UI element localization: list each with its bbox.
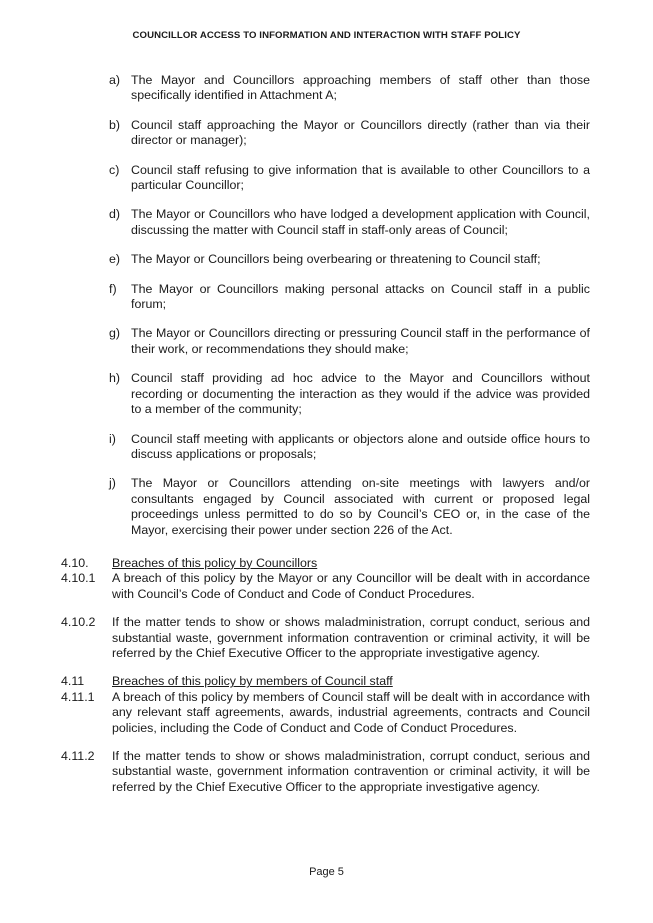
paragraph-text: A breach of this policy by members of Council staff will be dealt with in accordance with any relevant staff agreements, awards, industrial agreements, contracts and Council policies, including the Code of Conduct and Code of Conduct Procedures. xyxy=(112,689,590,735)
list-item-a xyxy=(109,73,590,104)
list-item-b xyxy=(109,117,590,149)
list-marker: g) xyxy=(109,326,121,341)
paragraph-text: If the matter tends to show or shows maladministration, corrupt conduct, serious and substantial waste, government information contravention or criminal activity, it will be referred by the Chief Executive Officer to the appropriate investigative agency. xyxy=(112,749,590,794)
page-header: COUNCILLOR ACCESS TO INFORMATION AND INTERACTION WITH STAFF POLICY xyxy=(132,30,521,41)
list-marker: b) xyxy=(109,117,121,132)
paragraph-number: 4.11.2 xyxy=(61,749,95,763)
list-item-d xyxy=(109,207,590,238)
list-item-text: The Mayor or Councillors who have lodged a development application with Council, discussing the matter with Council staff in staff-only areas of Council; xyxy=(131,207,590,237)
list-item-f xyxy=(109,281,590,313)
paragraph-text: If the matter tends to show or shows maladministration, corrupt conduct, serious and substantial waste, government information contravention or criminal activity, it will be referred by the Chief Executive Officer to the appropriate investigative agency. xyxy=(112,615,590,660)
list-item-h xyxy=(109,371,590,417)
list-marker: d) xyxy=(109,207,121,222)
list-item-text: Council staff refusing to give information that is available to other Councillors to a particular Councillor; xyxy=(131,162,590,193)
list-marker: h) xyxy=(109,371,121,386)
list-marker: j) xyxy=(109,476,116,491)
list-marker: f) xyxy=(109,281,117,296)
list-marker: c) xyxy=(109,162,120,177)
paragraph-4-10-1 xyxy=(61,571,590,602)
list-item-e xyxy=(109,252,590,267)
paragraph-number: 4.10.2 xyxy=(61,615,96,630)
paragraph-text: A breach of this policy by the Mayor or any Councillor will be dealt with in accordance with Council’s Code of Conduct and Code of Conduct Procedures. xyxy=(112,571,590,601)
section-heading-text: Breaches of this policy by Councillors xyxy=(112,555,318,570)
section-heading-4-10 xyxy=(61,555,590,571)
list-item-c xyxy=(109,162,590,194)
document-body xyxy=(0,73,653,795)
list-item-text: The Mayor or Councillors attending on-site meetings with lawyers and/or consultants engaged by Council associated with current or proposed legal proceedings unless permitted to do so by Council’s CEO or, in the case of the Mayor, exercising their power under section 226 of the Act. xyxy=(131,476,590,537)
list-marker: i) xyxy=(109,431,116,446)
list-marker: a) xyxy=(109,73,121,87)
list-item-text: Council staff meeting with applicants or objectors alone and outside office hours to discuss applications or proposals; xyxy=(131,431,590,461)
list-item-text: The Mayor or Councillors being overbearing or threatening to Council staff; xyxy=(131,252,541,267)
paragraph-4-11-2 xyxy=(61,749,590,795)
page-number: Page 5 xyxy=(309,866,344,878)
section-number: 4.11 xyxy=(61,674,85,689)
section-number: 4.10. xyxy=(61,555,89,570)
list-item-i xyxy=(109,431,590,463)
paragraph-4-11-1 xyxy=(61,689,590,736)
section-heading-4-11 xyxy=(61,674,590,689)
paragraph-number: 4.11.1 xyxy=(61,689,95,704)
list-item-text: Council staff providing ad hoc advice to the Mayor and Councillors without recording or documenting the interaction as they would if the advice was provided to a member of the community; xyxy=(131,371,590,417)
paragraph-number: 4.10.1 xyxy=(61,571,96,586)
section-heading-text: Breaches of this policy by members of Council staff xyxy=(112,674,393,689)
list-item-text: The Mayor or Councillors directing or pressuring Council staff in the performance of their work, or recommendations they should make; xyxy=(131,326,590,356)
list-marker: e) xyxy=(109,252,121,267)
list-item-g xyxy=(109,326,590,357)
list-item-text: The Mayor or Councillors making personal attacks on Council staff in a public forum; xyxy=(131,281,590,312)
paragraph-4-10-2 xyxy=(61,615,590,661)
list-item-j xyxy=(109,476,590,538)
list-item-text: The Mayor and Councillors approaching members of staff other than those specifically identified in Attachment A; xyxy=(131,73,590,103)
list-item-text: Council staff approaching the Mayor or Councillors directly (rather than via their director or manager); xyxy=(131,117,590,148)
